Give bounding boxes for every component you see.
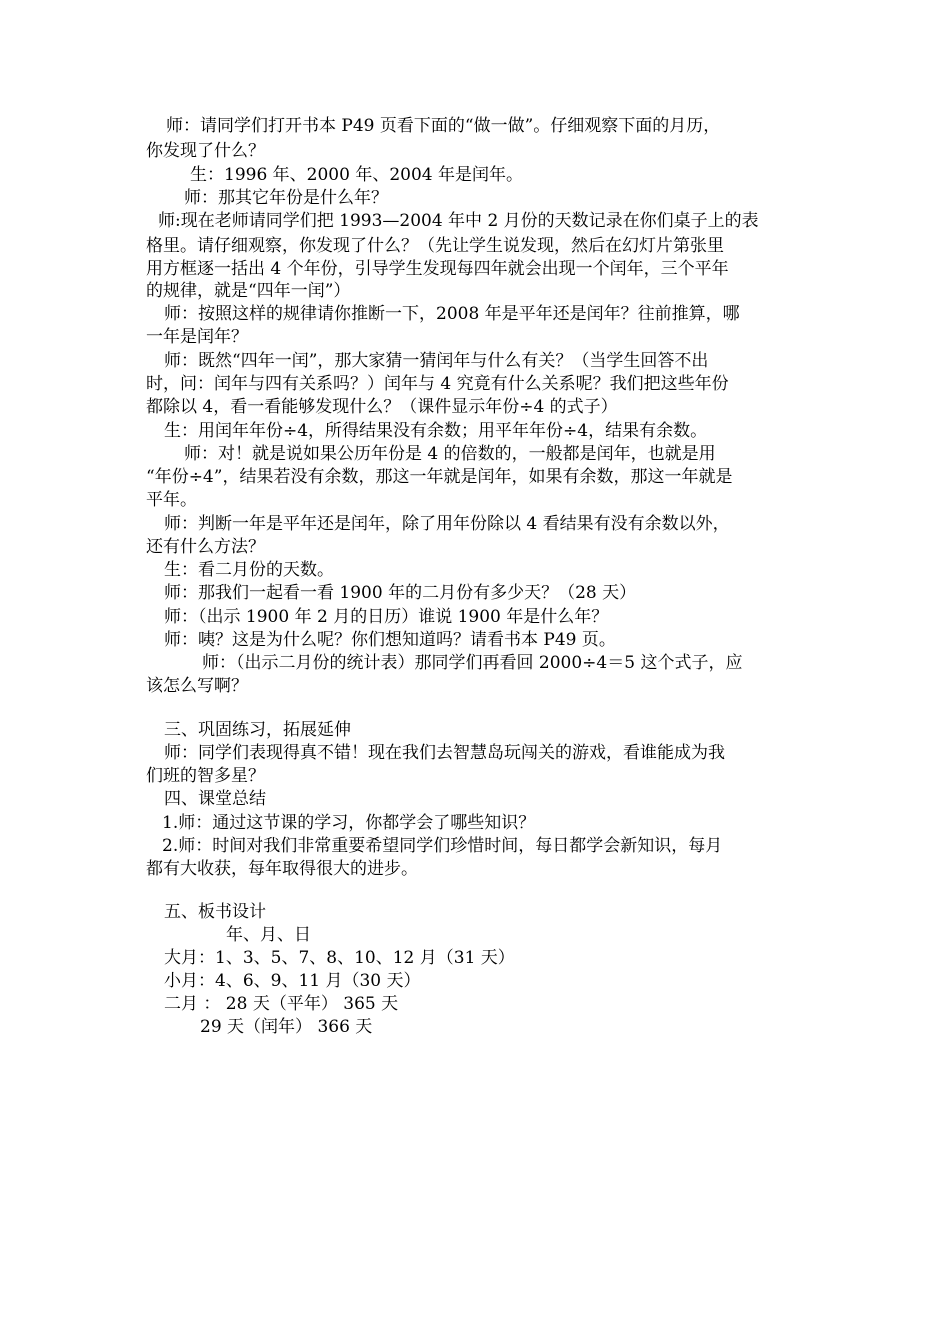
text-line-5: 师:现在老师请同学们把 1993—2004 年中 2 月份的天数记录在你们桌子上的表 <box>158 211 759 231</box>
text-line-6: 格里。请仔细观察，你发现了什么？（先让学生说发现，然后在幻灯片第张里 <box>146 236 724 256</box>
text-line-12: 时，问：闰年与四有关系吗？）闰年与 4 究竟有什么关系呢？我们把这些年份 <box>146 374 729 394</box>
text-line-4: 师：那其它年份是什么年？ <box>184 188 388 208</box>
text-line-2: 你发现了什么？ <box>146 141 265 161</box>
section-heading-4: 四、课堂总结 <box>164 789 266 809</box>
text-line-13: 都除以 4，看一看能够发现什么？（课件显示年份÷4 的式子） <box>146 397 618 417</box>
board-line-leap: 29 天（闰年） 366 天 <box>200 1017 373 1037</box>
section-heading-3: 三、巩固练习，拓展延伸 <box>164 720 351 740</box>
text-line-15: 师：对！就是说如果公历年份是 4 的倍数的，一般都是闰年，也就是用 <box>184 444 716 464</box>
text-line-27: 师：同学们表现得真不错！现在我们去智慧岛玩闯关的游戏，看谁能成为我 <box>164 743 725 763</box>
text-line-17: 平年。 <box>146 490 197 510</box>
text-line-20: 生：看二月份的天数。 <box>164 560 334 580</box>
text-line-21: 师：那我们一起看一看 1900 年的二月份有多少天？（28 天） <box>164 583 637 603</box>
text-line-30: 1.师：通过这节课的学习，你都学会了哪些知识？ <box>162 813 536 833</box>
text-line-24: 师：（出示二月份的统计表）那同学们再看回 2000÷4＝5 这个式子，应 <box>202 653 743 673</box>
text-line-1: 师：请同学们打开书本 P49 页看下面的“做一做”。仔细观察下面的月历， <box>166 116 721 136</box>
text-line-16: “年份÷4”，结果若没有余数，那这一年就是闰年，如果有余数，那这一年就是 <box>146 467 733 487</box>
text-line-19: 还有什么方法？ <box>146 537 265 557</box>
text-line-11: 师：既然“四年一闰”，那大家猜一猜闰年与什么有关？（当学生回答不出 <box>164 351 709 371</box>
text-line-8: 的规律，就是“四年一闰”） <box>146 281 351 301</box>
text-line-10: 一年是闰年？ <box>146 327 248 347</box>
text-line-7: 用方框逐一括出 4 个年份，引导学生发现每四年就会出现一个闰年，三个平年 <box>146 259 729 279</box>
text-line-23: 师：咦？这是为什么呢？你们想知道吗？请看书本 P49 页。 <box>164 630 616 650</box>
text-line-14: 生：用闰年年份÷4，所得结果没有余数；用平年年份÷4，结果有余数。 <box>164 421 708 441</box>
board-title: 年、月、日 <box>226 925 311 945</box>
text-line-3: 生：1996 年、2000 年、2004 年是闰年。 <box>190 165 524 185</box>
text-line-18: 师：判断一年是平年还是闰年，除了用年份除以 4 看结果有没有余数以外， <box>164 514 730 534</box>
board-line-small-months: 小月：4、6、9、11 月（30 天） <box>164 971 421 991</box>
text-line-32: 都有大收获，每年取得很大的进步。 <box>146 859 418 879</box>
board-line-big-months: 大月：1、3、5、7、8、10、12 月（31 天） <box>164 948 515 968</box>
text-line-25: 该怎么写啊？ <box>146 676 248 696</box>
text-line-31: 2.师：时间对我们非常重要希望同学们珍惜时间，每日都学会新知识，每月 <box>162 836 723 856</box>
board-line-february: 二月 ： 28 天（平年） 365 天 <box>164 994 399 1014</box>
text-line-9: 师：按照这样的规律请你推断一下，2008 年是平年还是闰年？往前推算，哪 <box>164 304 740 324</box>
section-heading-5: 五、板书设计 <box>164 902 266 922</box>
text-line-22: 师：（出示 1900 年 2 月的日历）谁说 1900 年是什么年？ <box>164 607 609 627</box>
text-line-28: 们班的智多星？ <box>146 766 265 786</box>
